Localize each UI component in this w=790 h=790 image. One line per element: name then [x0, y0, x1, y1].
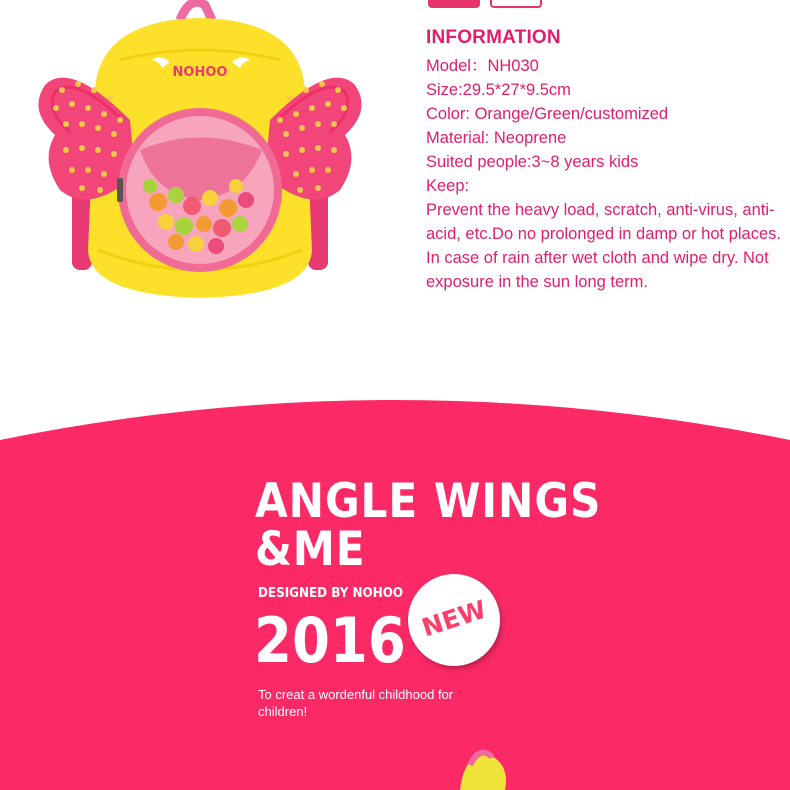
info-size: Size:29.5*27*9.5cm: [426, 81, 571, 99]
brand-logo: NOHOO: [172, 65, 228, 80]
info-keep-text: Prevent the heavy load, scratch, anti-virus, anti-acid, etc.Do no prolonged in damp or hot places. In case of rain after wet cloth and wipe dry. Not exposure in the sun long term.: [426, 201, 781, 291]
headline-line2: &ME: [255, 522, 366, 577]
info-material: Material: Neoprene: [426, 129, 567, 147]
banner-background: [0, 380, 790, 790]
headline-line1: ANGLE WINGS: [255, 474, 602, 529]
promo-banner: [0, 380, 790, 790]
info-suited-people: Suited people:3~8 years kids: [426, 153, 639, 171]
top-tabs: [428, 0, 542, 8]
tab-active[interactable]: [428, 0, 480, 8]
banner-tagline: To creat a wordenful childhood for children!: [258, 687, 454, 719]
info-heading: INFORMATION: [426, 27, 561, 48]
banner-headline: [255, 474, 602, 577]
banner-year: 2016: [254, 604, 406, 677]
new-badge-label: NEW: [418, 594, 490, 643]
designed-by: DESIGNED BY NOHOO: [258, 586, 404, 601]
tab-outline[interactable]: [490, 0, 542, 8]
backpack-image: [0, 0, 400, 320]
info-color: Color: Orange/Green/customized: [426, 105, 669, 123]
info-keep-label: Keep:: [426, 177, 470, 195]
product-information: [426, 26, 790, 294]
info-model: Model：NH030: [426, 57, 539, 75]
new-badge: [408, 574, 500, 666]
footer-illustration: [450, 745, 790, 790]
